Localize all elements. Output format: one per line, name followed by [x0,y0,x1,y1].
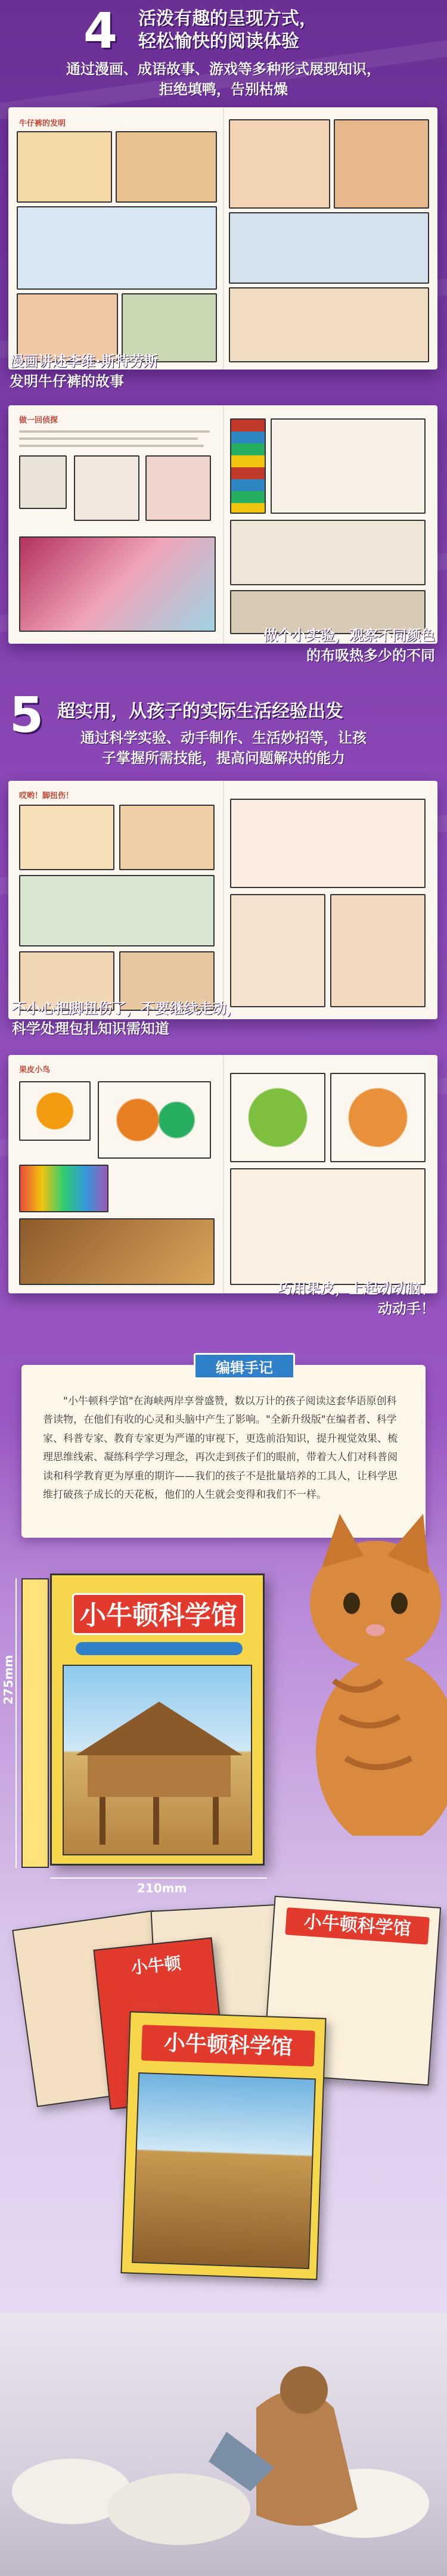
caption-first-aid-line1: 不小心把脚扭伤了，不要继续走动， [12,1000,241,1017]
comic-panel [19,875,215,946]
craft-spread [8,1055,437,1293]
book-logo: 小牛顿科学馆 [141,2025,315,2066]
comic-panel [17,131,112,203]
book-subtitle-bar [76,1642,243,1655]
book-logo: 小牛顿 [130,1953,182,1978]
illustration [230,799,426,888]
page-fold [223,781,224,1019]
illustration [145,455,211,521]
height-dimension-line [15,1578,17,1868]
section-text-line2: 拒绝填鸭，告别枯燥 [159,81,288,98]
spread-title: 哎哟！脚扭伤！ [19,792,74,800]
illustration [230,1168,426,1285]
caption-experiment-line2: 的布吸热多少的不同 [306,647,435,664]
section-title-line1: 活泼有趣的呈现方式， [138,8,317,29]
fruit-illustration [230,1073,325,1162]
page-fold [223,405,224,644]
text-line [19,437,198,440]
book-cover-illustration [132,2072,316,2269]
book-cover-illustration [63,1665,252,1855]
comic-spread [8,107,437,370]
fruit-illustration [19,1081,91,1141]
book-cover [50,1573,265,1866]
section-text-line2: 子掌握所需技能，提高问题解决的能力 [102,750,345,766]
caption-comic-line1: 漫画讲述李维·斯特劳斯 [10,353,159,370]
fruit-illustration [98,1081,211,1159]
spread-title: 果皮小鸟 [19,1066,51,1075]
illustration [330,894,426,1007]
book-spine [21,1578,49,1868]
caption-first-aid-line2: 科学处理包扎知识需知道 [12,1020,169,1037]
book-logo: 小牛顿科学馆 [285,1907,430,1945]
first-aid-spread [8,781,437,1019]
comic-panel [229,287,429,362]
page-fold [223,107,224,370]
section-text-line1: 通过科学实验、动手制作、生活妙招等，让孩 [80,730,367,746]
fruit-illustration [330,1073,426,1162]
editor-note-body: "小牛顿科学馆"在海峡两岸享誉盛赞，数以万计的孩子阅读这套华语原创科普读物，在他们有收的心灵和头脑中产生了影响。"全新升级版"在编者者、科学家、科普专家、教育专家更为严谨的审视下，更选前沿知识，提升视觉效果、梳理思维线索、凝练科学学习理念，再次走到孩子们的眼前，带着大人们对科普阅读和科学教育更为厚重的期许——我们的孩子不是批量培养的工具人，让科学思维打破孩子成长的天花板，他们的人生就会变得和我们不一样。 [43,1395,398,1501]
page-fold [223,1055,224,1293]
section-number: 4 [83,3,118,60]
illustration [19,455,67,509]
cat-photo [250,1502,447,1836]
section-title-line2: 轻松愉快的阅读体验 [138,31,299,52]
experiment-spread [8,405,437,644]
section-title: 超实用，从孩子的实际生活经验出发 [57,701,343,722]
width-dimension: 210mm [137,1881,187,1895]
caption-experiment-line1: 做个小实验，观察不同颜色 [263,627,435,644]
illustration [230,520,426,585]
photo [19,536,216,632]
caption-comic-line2: 发明牛仔裤的故事 [10,373,124,390]
spread-title: 做一回侦探 [19,416,58,425]
text-line [19,430,210,433]
stilt-house-illustration [64,1666,253,1857]
width-dimension-line [50,1877,267,1879]
color-swatches [230,418,266,514]
comic-panel [334,119,429,209]
shepherd-sheep-illustration [0,2313,447,2576]
section-text-line1: 通过漫画、成语故事、游戏等多种形式展现知识， [66,61,381,77]
comic-panel [229,212,429,284]
comic-panel [119,805,215,870]
illustration [271,418,426,514]
spread-title: 牛仔裤的发明 [19,119,66,128]
illustration [230,894,325,1007]
comic-panel [229,119,330,209]
caption-craft-line1: 巧用果皮，上起动动脑、 [278,1280,435,1297]
section-number: 5 [10,687,44,744]
comic-panel [19,805,114,870]
editor-note-badge: 编辑手记 [194,1353,295,1379]
illustration [74,455,139,521]
text-line [19,445,204,447]
caption-craft-line2: 动动手！ [378,1301,435,1317]
height-dimension: 275mm [1,1655,15,1705]
fruit-illustration [19,1165,108,1212]
photo [19,1218,215,1285]
comic-panel [17,206,217,290]
stacked-book-front [120,2011,326,2280]
book-logo: 小牛顿科学馆 [72,1593,245,1635]
comic-panel [116,131,217,203]
